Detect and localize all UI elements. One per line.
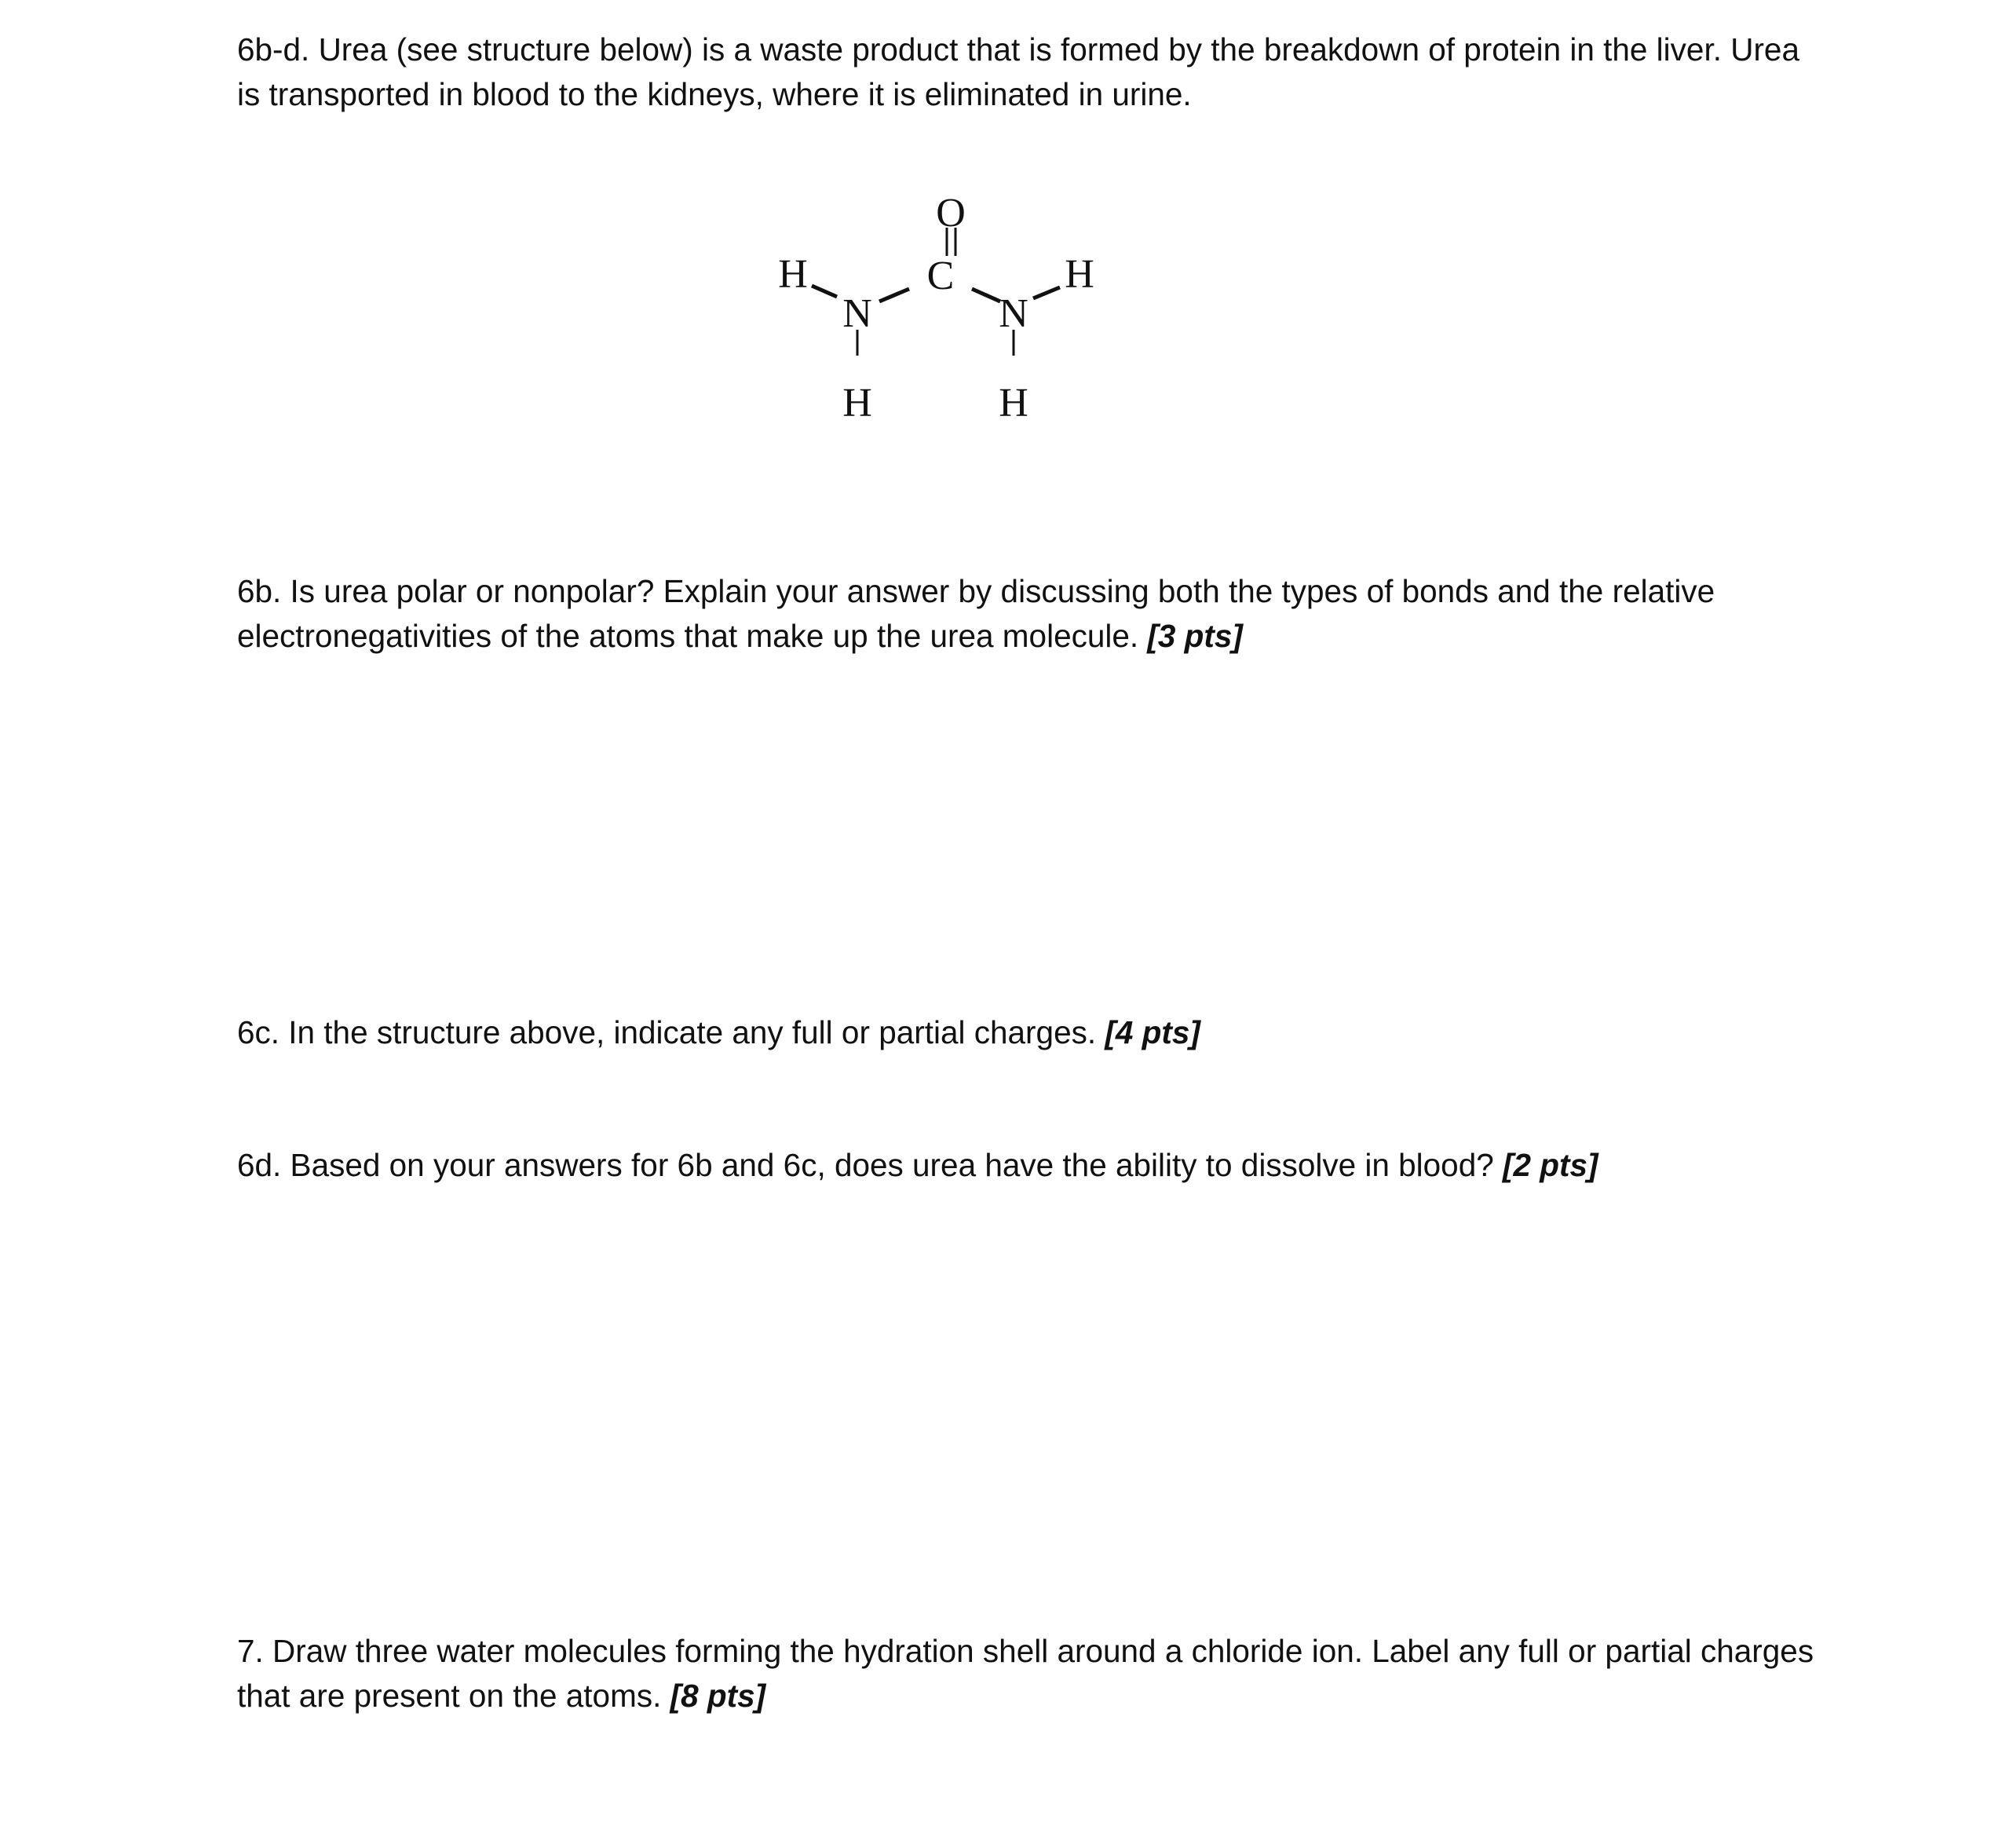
- question-6d-points: [2 pts]: [1503, 1147, 1598, 1183]
- question-6b-text: 6b. Is urea polar or nonpolar? Explain your answer by discussing both the types of bonds and the relative electronegativities of the atoms that make up the urea molecule.: [237, 573, 1715, 654]
- question-6c-points: [4 pts]: [1105, 1014, 1200, 1050]
- urea-structure-diagram: [769, 173, 1131, 447]
- intro-text: 6b-d. Urea (see structure below) is a waste product that is formed by the breakdown of protein in the liver. Urea is transported in blood to the kidneys, where it is eliminated in urine.: [237, 31, 1799, 112]
- atom-nitrogen-left: N: [842, 291, 872, 336]
- atom-h-bottom-left: H: [842, 381, 872, 425]
- question-6c-text: 6c. In the structure above, indicate any full or partial charges.: [237, 1014, 1097, 1050]
- question-6d: [237, 1143, 1815, 1188]
- atom-oxygen: O: [936, 191, 966, 236]
- question-6b-points: [3 pts]: [1147, 618, 1243, 654]
- question-6b: [237, 569, 1815, 659]
- bond-h-n-left: [812, 286, 837, 297]
- bond-c-n-right: [972, 289, 1000, 301]
- atom-h-top-left: H: [778, 252, 808, 297]
- atom-h-top-right: H: [1065, 252, 1094, 297]
- atom-h-bottom-right: H: [999, 381, 1028, 425]
- question-7-points: [8 pts]: [670, 1678, 766, 1714]
- atom-carbon: C: [926, 254, 955, 298]
- atom-nitrogen-right: N: [999, 291, 1028, 336]
- bond-n-c-left: [879, 289, 909, 301]
- intro-paragraph: [237, 27, 1815, 117]
- bond-n-h-right: [1033, 287, 1060, 298]
- question-6c: [237, 1010, 1815, 1055]
- question-7: [237, 1629, 1815, 1718]
- question-6d-text: 6d. Based on your answers for 6b and 6c, does urea have the ability to dissolve in blood?: [237, 1147, 1494, 1183]
- question-7-text: 7. Draw three water molecules forming the hydration shell around a chloride ion. Label any full or partial charges that are present on the atoms.: [237, 1633, 1814, 1714]
